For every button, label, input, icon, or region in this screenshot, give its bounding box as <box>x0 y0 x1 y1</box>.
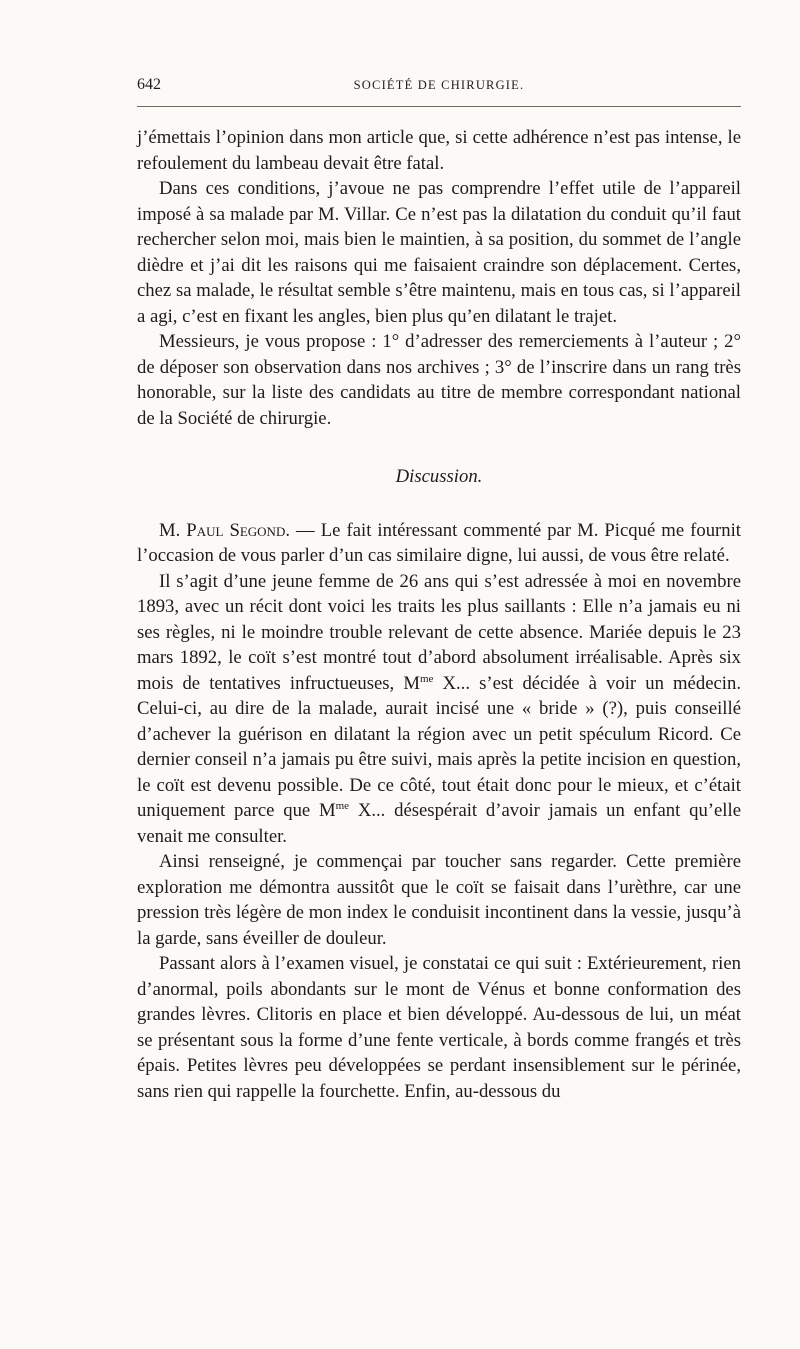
page-number: 642 <box>137 76 161 93</box>
case-text-a: Il s’agit d’une jeune femme de 26 ans qui s’est adressée à moi en novembre 1893, avec un récit dont voici les traits les plus saillants : Elle n’a jamais eu ni ses règles, ni le moindre trouble relevant de cette absence. Mariée depuis le 23 mars 1892, le coït s’est montré tout d’abord absolument irréalisable. Après six mois de tentatives infructueuses, M <box>137 570 741 694</box>
speaker-name: M. Paul Segond. <box>159 519 291 541</box>
paragraph-exploration: Ainsi renseigné, je commençai par toucher sans regarder. Cette première exploration me démontra aussitôt que le coït se faisait dans l’urèthre, car une pression très légère de mon index le conduisit incontinent dans la vessie, jusqu’à la garde, sans éveiller de douleur. <box>137 851 741 949</box>
paragraph-examen: Passant alors à l’examen visuel, je constatai ce qui suit : Extérieurement, rien d’anormal, poils abondants sur le mont de Vénus et bonne conformation des grandes lèvres. Clitoris en place et bien développé. Au-dessous de lui, un méat se présentant sous la forme d’une fente verticale, à bords comme frangés et très épais. Petites lèvres peu développées se perdant insensiblement sur le périnée, sans rien qui rappelle la fourchette. Enfin, au-dessous du <box>137 953 741 1102</box>
paragraph-case <box>137 569 741 850</box>
paragraph-continuation: j’émettais l’opinion dans mon article que, si cette adhérence n’est pas intense, le refoulement du lambeau devait être fatal. <box>137 127 741 174</box>
superscript-me: me <box>419 672 434 685</box>
paragraph-appareil: Dans ces conditions, j’avoue ne pas comprendre l’effet utile de l’appareil imposé à sa malade par M. Villar. Ce n’est pas la dilatation du conduit qu’il faut rechercher selon moi, mais bien le maintien, à sa position, du sommet de l’angle dièdre et j’ai dit les raisons qui me faisaient craindre son déplacement. Certes, chez sa malade, le résultat semble s’être maintenu, mais en tous cas, si l’appareil a agi, c’est en fixant les angles, bien plus qu’en dilatant le trajet. <box>137 178 741 327</box>
page-header <box>137 76 741 102</box>
speaker-text: Le fait intéressant commenté par M. Picqué me fournit l’occasion de vous parler d’un cas similaire digne, lui aussi, de vous être relaté. <box>137 519 741 566</box>
header-rule <box>137 106 741 107</box>
running-title: SOCIÉTÉ DE CHIRURGIE. <box>353 78 525 92</box>
speaker-dash: — <box>290 519 321 541</box>
paragraph-conclusions: Messieurs, je vous propose : 1° d’adresser des remerciements à l’auteur ; 2° de déposer son observation dans nos archives ; 3° de l’inscrire dans un rang très honorable, sur la liste des candidats au titre de membre correspondant national de la Société de chirurgie. <box>137 331 741 429</box>
paragraph-speaker <box>137 518 741 569</box>
case-text-b: X... s’est décidée à voir un médecin. Celui-ci, au dire de la malade, aurait incisé une « bride » (?), puis conseillé d’achever la guérison en dilatant la région avec un petit spéculum Ricord. Ce dernier conseil n’a jamais pu être suivi, mais après la petite incision en question, le coït est devenu possible. De ce côté, tout était donc pour le mieux, et c’était uniquement parce que M <box>137 672 741 821</box>
superscript-me: me <box>335 799 350 812</box>
page-body <box>137 125 741 1104</box>
section-title: Discussion. <box>395 466 483 487</box>
case-text-c: X... désespérait d’avoir jamais un enfant qu’elle venait me consulter. <box>137 800 741 847</box>
